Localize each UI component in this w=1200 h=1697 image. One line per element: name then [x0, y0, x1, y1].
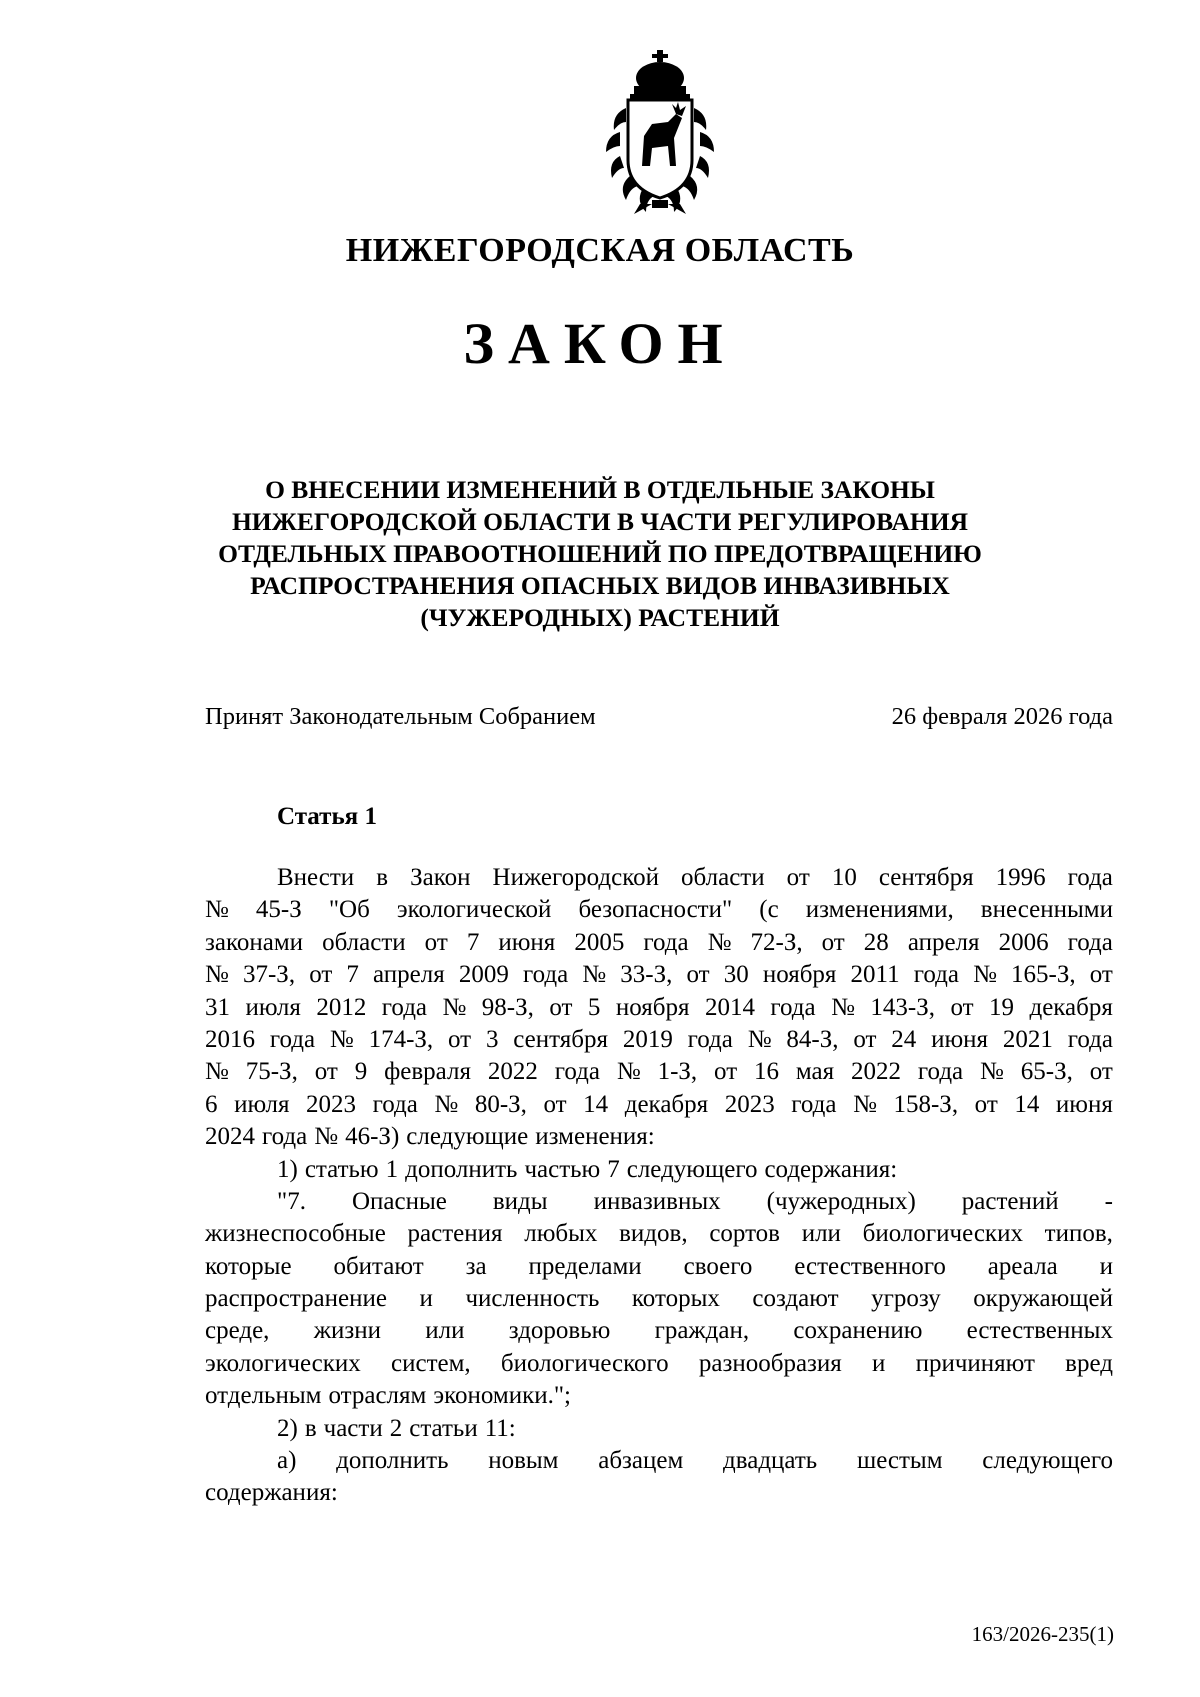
- word: от: [1089, 1058, 1113, 1086]
- word: инвазивных: [593, 1187, 721, 1215]
- word: №: [831, 993, 855, 1021]
- word: от: [1089, 961, 1113, 989]
- word: среде,: [205, 1317, 270, 1345]
- word: года: [913, 961, 959, 989]
- word: №: [329, 1025, 354, 1053]
- word: июня: [931, 1025, 989, 1053]
- word: 14: [583, 1090, 609, 1118]
- adoption-date: 26 февраля 2026 года: [891, 703, 1113, 730]
- word: 2019: [622, 1025, 673, 1053]
- word: от: [686, 961, 710, 989]
- word: дополнить: [336, 1447, 449, 1475]
- word: законами: [205, 928, 304, 956]
- text-line: [205, 1154, 1113, 1186]
- word: экологических: [205, 1349, 361, 1377]
- word: 1996: [995, 864, 1046, 891]
- word: биологических: [862, 1220, 1023, 1248]
- word: "Об: [328, 896, 370, 924]
- word: окружающей: [973, 1285, 1113, 1313]
- word: двадцать: [723, 1447, 818, 1475]
- word: сохранению: [793, 1317, 923, 1345]
- word: части: [323, 1414, 383, 1442]
- word: 2012: [316, 993, 367, 1021]
- word: 2): [277, 1414, 298, 1442]
- word: следующего: [626, 1155, 758, 1183]
- word: жизнеспособные: [205, 1220, 386, 1248]
- word: года: [1067, 864, 1113, 891]
- word: жизни: [313, 1317, 381, 1345]
- word: 65-З,: [1020, 1058, 1073, 1086]
- word: 14: [1014, 1090, 1040, 1118]
- title-line: РАСПРОСТРАНЕНИЯ ОПАСНЫХ ВИДОВ ИНВАЗИВНЫХ: [250, 571, 950, 600]
- word: области: [681, 864, 765, 891]
- title-line: НИЖЕГОРОДСКОЙ ОБЛАСТИ В ЧАСТИ РЕГУЛИРОВАНИЯ: [231, 507, 969, 536]
- word: следующего: [982, 1447, 1113, 1475]
- word: июля: [234, 1090, 290, 1118]
- word: 2022: [851, 1058, 902, 1086]
- word: Внести: [277, 864, 355, 891]
- word: 2021: [1002, 1025, 1053, 1053]
- word: 2006: [998, 928, 1049, 956]
- word: от: [786, 864, 810, 891]
- word: естественных: [966, 1317, 1113, 1345]
- word: от: [309, 961, 333, 989]
- word: видов,: [619, 1220, 688, 1248]
- word: новым: [488, 1447, 559, 1475]
- word: 2014: [704, 993, 755, 1021]
- text-line: [205, 1380, 1113, 1412]
- word: сентября: [878, 864, 974, 891]
- word: ареала: [987, 1252, 1058, 1280]
- word: и: [419, 1285, 433, 1313]
- word: февраля: [384, 1058, 471, 1086]
- word: изменения:: [535, 1123, 655, 1151]
- word: 7: [466, 928, 480, 956]
- word: 143-З,: [870, 993, 935, 1021]
- word: от: [853, 1025, 877, 1053]
- word: 5: [587, 993, 601, 1021]
- word: 158-З,: [893, 1090, 959, 1118]
- word: 1-З,: [657, 1058, 698, 1086]
- word: любых: [524, 1220, 598, 1248]
- text-line: [205, 1477, 1113, 1509]
- word: апреля: [373, 961, 445, 989]
- word: года: [262, 1123, 308, 1151]
- word: апреля: [907, 928, 980, 956]
- word: 31: [205, 993, 230, 1021]
- text-line: [205, 1186, 1113, 1218]
- word: 30: [723, 961, 749, 989]
- word: 1): [277, 1155, 298, 1183]
- word: здоровью: [508, 1317, 611, 1345]
- word: биологического: [500, 1349, 669, 1377]
- word: июня: [1055, 1090, 1113, 1118]
- word: 37-З,: [242, 961, 296, 989]
- word: 84-З,: [786, 1025, 839, 1053]
- text-line: [205, 862, 1113, 894]
- word: №: [582, 961, 607, 989]
- word: угрозу: [871, 1285, 941, 1313]
- word: от: [314, 1058, 338, 1086]
- word: года: [917, 1058, 964, 1086]
- word: растения: [407, 1220, 503, 1248]
- word: содержания:: [764, 1155, 898, 1183]
- word: статью: [304, 1155, 379, 1183]
- word: пределами: [528, 1252, 642, 1280]
- word: дополнить: [405, 1155, 518, 1183]
- word: июля: [245, 993, 301, 1021]
- word: области: [322, 928, 406, 956]
- word: или: [425, 1317, 465, 1345]
- word: отдельным: [205, 1382, 322, 1410]
- word: Нижегородской: [492, 864, 659, 891]
- word: распространение: [205, 1285, 387, 1313]
- text-line: [205, 1283, 1113, 1315]
- word: причиняют: [915, 1349, 1035, 1377]
- word: от: [543, 1090, 567, 1118]
- word: 2005: [574, 928, 625, 956]
- word: (чужеродных): [766, 1187, 916, 1215]
- word: 2022: [487, 1058, 538, 1086]
- word: 16: [754, 1058, 780, 1086]
- word: года: [1067, 928, 1113, 956]
- word: 3: [485, 1025, 499, 1053]
- word: 10: [831, 864, 857, 891]
- text-line: [205, 1315, 1113, 1347]
- word: и: [872, 1349, 886, 1377]
- word: года: [643, 928, 689, 956]
- word: года: [372, 1090, 418, 1118]
- word: года: [269, 1025, 316, 1053]
- text-line: [205, 1218, 1113, 1250]
- word: которых: [631, 1285, 720, 1313]
- word: 2: [389, 1414, 403, 1442]
- word: от: [821, 928, 845, 956]
- word: виды: [492, 1187, 548, 1215]
- text-line: [205, 1024, 1113, 1056]
- word: года: [770, 993, 816, 1021]
- word: сентября: [513, 1025, 608, 1053]
- word: года: [381, 993, 428, 1021]
- word: -: [1104, 1187, 1113, 1215]
- word: ноября: [615, 993, 690, 1021]
- word: от: [714, 1058, 738, 1086]
- word: 33-З,: [620, 961, 673, 989]
- word: Закон: [410, 864, 471, 891]
- adoption-line: [205, 703, 1113, 731]
- word: №: [205, 1058, 229, 1086]
- word: года: [522, 961, 569, 989]
- adopted-by: Принят Законодательным Собранием: [205, 703, 596, 730]
- word: 19: [989, 993, 1015, 1021]
- word: 72-З,: [750, 928, 803, 956]
- word: №: [434, 1090, 459, 1118]
- text-line: [205, 992, 1113, 1024]
- word: внесенными: [980, 896, 1113, 924]
- text-line: [205, 1251, 1113, 1283]
- word: года: [791, 1090, 837, 1118]
- word: 80-З,: [474, 1090, 527, 1118]
- word: экономики.";: [433, 1382, 571, 1410]
- word: 9: [354, 1058, 368, 1086]
- word: 2011: [850, 961, 900, 989]
- word: разнообразия: [698, 1349, 842, 1377]
- word: №: [707, 928, 732, 956]
- coat-of-arms-icon: [590, 48, 730, 216]
- word: 2016: [205, 1025, 255, 1053]
- word: 165-З,: [1011, 961, 1076, 989]
- word: создают: [752, 1285, 839, 1313]
- document-type: ЗАКОН: [463, 311, 737, 376]
- word: года: [1067, 1025, 1113, 1053]
- word: 6: [205, 1090, 218, 1118]
- word: "7.: [277, 1187, 306, 1215]
- word: от: [950, 993, 974, 1021]
- word: №: [314, 1123, 339, 1151]
- word: 11:: [484, 1414, 516, 1442]
- title-line: (ЧУЖЕРОДНЫХ) РАСТЕНИЙ: [420, 603, 780, 632]
- word: граждан,: [654, 1317, 750, 1345]
- document-number: 163/2026-235(1): [971, 1622, 1114, 1646]
- word: абзацем: [598, 1447, 684, 1475]
- text-line: [205, 959, 1113, 991]
- word: типов,: [1044, 1220, 1113, 1248]
- word: которые: [205, 1252, 292, 1280]
- word: в: [376, 864, 389, 891]
- word: и: [1099, 1252, 1113, 1280]
- word: декабря: [624, 1090, 709, 1118]
- word: №: [616, 1058, 641, 1086]
- word: Опасные: [351, 1187, 447, 1215]
- word: своего: [683, 1252, 753, 1280]
- word: 28: [863, 928, 889, 956]
- word: содержания:: [205, 1479, 338, 1507]
- word: 75-З,: [245, 1058, 298, 1086]
- word: за: [465, 1252, 487, 1280]
- word: 2024: [205, 1123, 255, 1151]
- word: 2023: [306, 1090, 357, 1118]
- text-line: [205, 1348, 1113, 1380]
- word: растений: [961, 1187, 1059, 1215]
- text-line: [205, 1413, 1113, 1445]
- law-title: [130, 474, 1070, 634]
- title-line: О ВНЕСЕНИИ ИЗМЕНЕНИЙ В ОТДЕЛЬНЫЕ ЗАКОНЫ: [265, 475, 935, 504]
- word: №: [205, 961, 229, 989]
- word: 45-З: [255, 896, 302, 924]
- word: 7: [346, 961, 359, 989]
- word: 98-З,: [481, 993, 534, 1021]
- word: 24: [891, 1025, 917, 1053]
- word: мая: [795, 1058, 835, 1086]
- word: частью: [524, 1155, 601, 1183]
- word: следующие: [406, 1123, 529, 1151]
- word: в: [304, 1414, 317, 1442]
- text-line: [205, 894, 1113, 926]
- text-line: [205, 1056, 1113, 1088]
- word: численность: [465, 1285, 600, 1313]
- word: №: [747, 1025, 772, 1053]
- word: №: [442, 993, 467, 1021]
- word: а): [277, 1447, 297, 1475]
- word: 46-З): [345, 1123, 400, 1151]
- word: 2009: [458, 961, 509, 989]
- word: от: [549, 993, 573, 1021]
- word: №: [980, 1058, 1004, 1086]
- word: вред: [1065, 1349, 1113, 1377]
- word: года: [554, 1058, 600, 1086]
- word: экологической: [396, 896, 552, 924]
- text-line: [205, 1089, 1113, 1121]
- word: отраслям: [328, 1382, 427, 1410]
- word: ноября: [762, 961, 837, 989]
- word: систем,: [391, 1349, 471, 1377]
- word: сортов: [709, 1220, 780, 1248]
- word: безопасности": [578, 896, 733, 924]
- article-body: [205, 862, 1113, 1510]
- word: от: [424, 928, 448, 956]
- word: от: [448, 1025, 472, 1053]
- word: (с: [759, 896, 779, 924]
- word: №: [973, 961, 997, 989]
- word: 174-З,: [368, 1025, 434, 1053]
- article-heading: Статья 1: [277, 803, 377, 830]
- word: 1: [385, 1155, 399, 1183]
- title-line: ОТДЕЛЬНЫХ ПРАВООТНОШЕНИЙ ПО ПРЕДОТВРАЩЕНИЮ: [218, 539, 982, 568]
- word: №: [205, 896, 229, 924]
- word: июня: [498, 928, 556, 956]
- word: обитают: [333, 1252, 424, 1280]
- word: декабря: [1029, 993, 1113, 1021]
- word: №: [853, 1090, 877, 1118]
- text-line: [205, 1445, 1113, 1477]
- word: года: [687, 1025, 733, 1053]
- word: 2023: [724, 1090, 775, 1118]
- region-name: НИЖЕГОРОДСКАЯ ОБЛАСТЬ: [345, 232, 855, 269]
- word: изменениями,: [805, 896, 954, 924]
- word: 7: [607, 1155, 620, 1183]
- word: шестым: [856, 1447, 943, 1475]
- text-line: [205, 927, 1113, 959]
- word: естественного: [794, 1252, 946, 1280]
- text-line: [205, 1121, 1113, 1153]
- word: от: [974, 1090, 998, 1118]
- word: или: [801, 1220, 841, 1248]
- word: статьи: [409, 1414, 478, 1442]
